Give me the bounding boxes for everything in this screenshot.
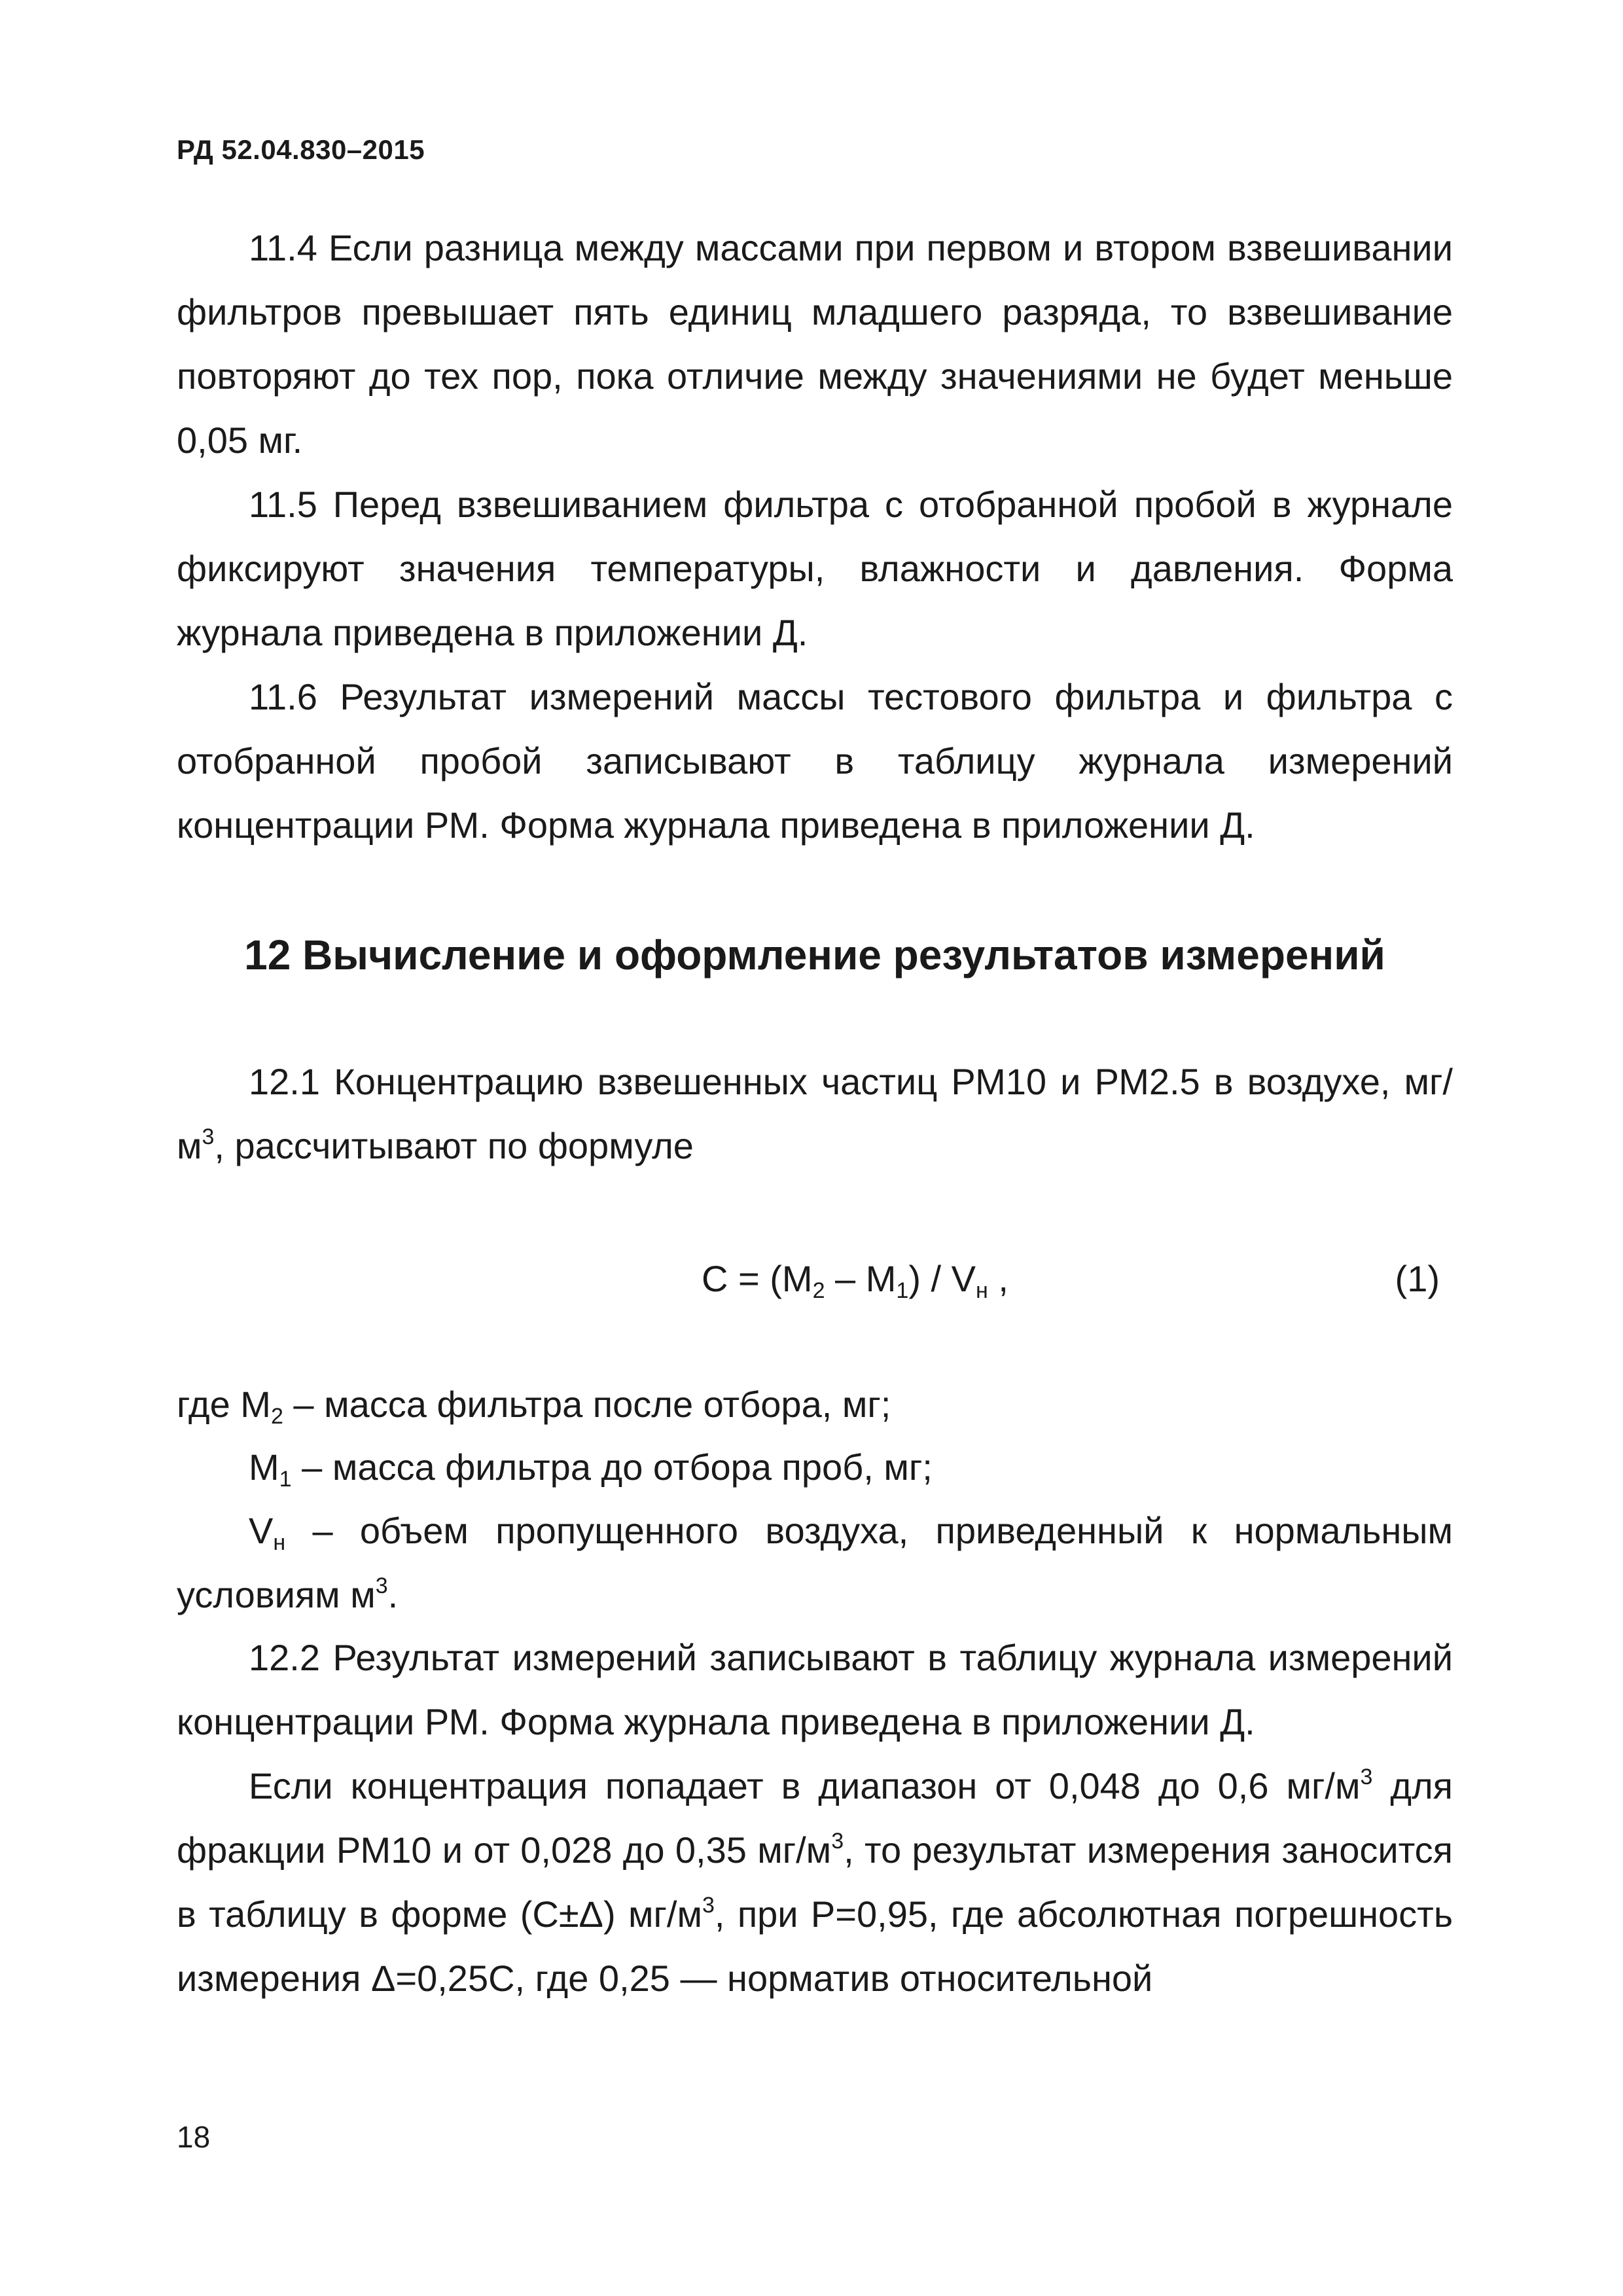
paragraph-12-2: 12.2 Результат измерений записывают в таблицу журнала измерений концентрации РМ. Форма журнала приведена в приложении Д. xyxy=(177,1637,1453,1742)
paragraph-11-4: 11.4 Если разница между массами при первом и втором взвешивании фильтров превышает пять единиц младшего разряда, то взвешивание повторяют до тех пор, пока отличие между значениями не будет меньше 0,05 мг. xyxy=(177,227,1453,461)
paragraph-12-1-tail: , рассчитывают по формуле xyxy=(214,1125,694,1166)
where-vh: $V_н$ – объем пропущенного воздуха, приведенный к нормальным условиям $м^3$. xyxy=(177,1510,1453,1615)
paragraph-12-1 xyxy=(177,1050,1453,1178)
equation-number: (1) xyxy=(1395,1258,1440,1299)
where-m1: $M_1$ – масса фильтра до отбора проб, мг; xyxy=(249,1446,933,1492)
page-number: 18 xyxy=(177,2120,211,2154)
paragraph-11-5: 11.5 Перед взвешиванием фильтра с отобранной пробой в журнале фиксируют значения температуры, влажности и давления. Форма журнала приведена в приложении Д. xyxy=(177,484,1453,653)
document-code-header: РД 52.04.830–2015 xyxy=(177,134,425,165)
section-11-text xyxy=(177,216,1453,857)
paragraph-12-1-text: 12.1 Концентрацию взвешенных частиц РМ10 и РМ2.5 в воздухе, мг/м xyxy=(177,1061,1453,1166)
section-12-continued xyxy=(177,1626,1453,2011)
paragraph-11-6: 11.6 Результат измерений массы тестового фильтра и фильтра с отобранной пробой записывают в таблицу журнала измерений концентрации РМ. Форма журнала приведена в приложении Д. xyxy=(177,676,1453,846)
concentration-formula: $C = (M_2 - M_1) / V_н$ , xyxy=(702,1258,1008,1303)
paragraph-12-2-range: Если концентрация попадает в диапазон от 0,048 до 0,6 $мг/м^3$ для фракции РМ10 и от 0,028 до 0,35 $мг/м^3$, то результат измерения заносится в таблицу в форме (С±Δ) $мг/м^3$, при Р=0,95, где абсолютная погрешность измерения Δ=0,25С, где 0,25 — норматив относительной xyxy=(177,1765,1454,1999)
unit-superscript: 3 xyxy=(202,1124,215,1149)
section-12-heading: 12 Вычисление и оформление результатов измерений xyxy=(244,931,1385,978)
where-m2: где $M_2$ – масса фильтра после отбора, мг; xyxy=(177,1384,891,1429)
